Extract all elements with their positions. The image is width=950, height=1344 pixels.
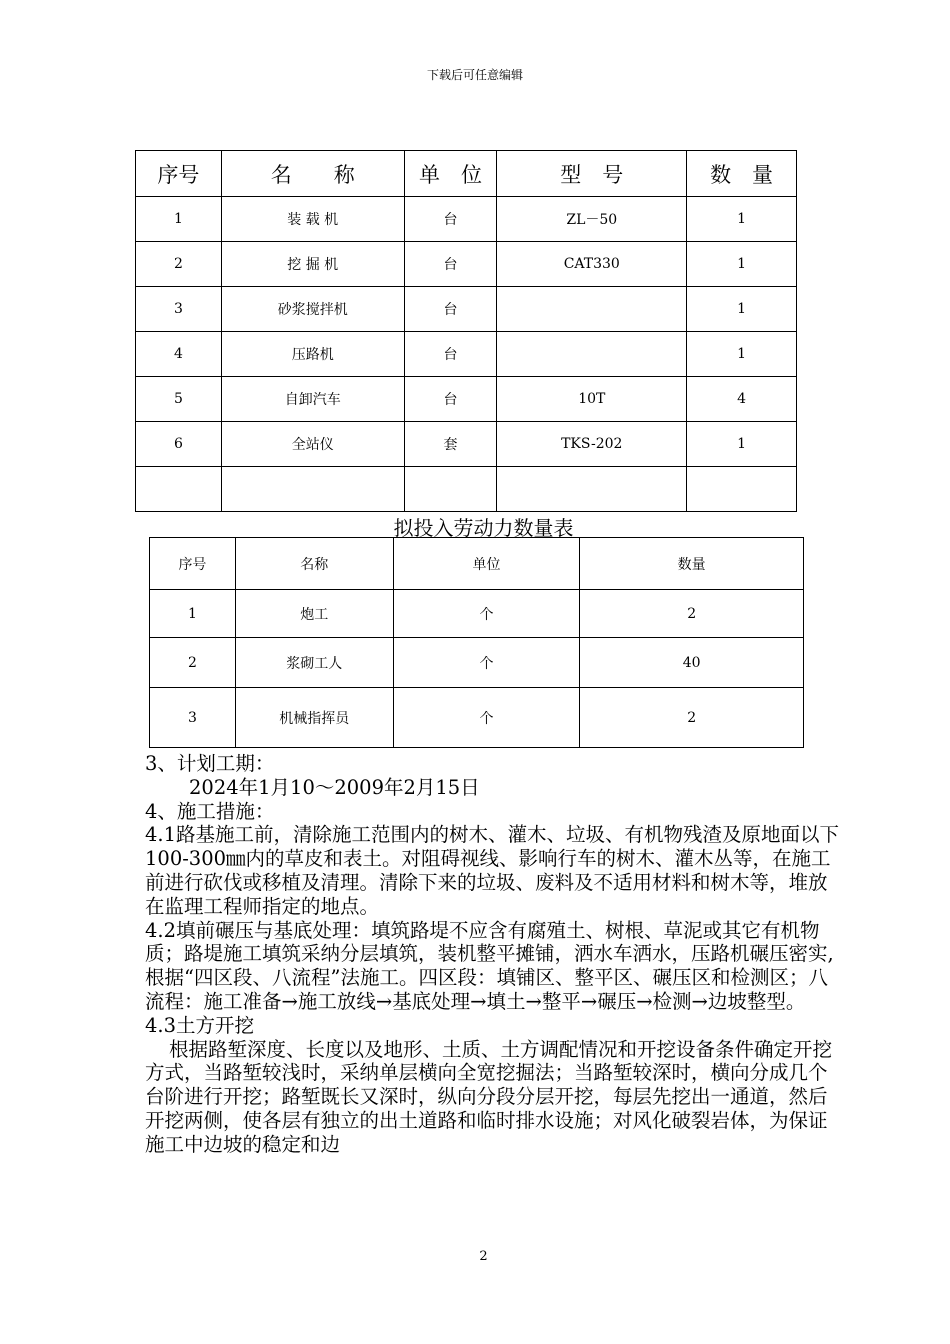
table-cell: 装 载 机	[221, 197, 404, 242]
table-cell: TKS-202	[497, 422, 687, 467]
table-cell: 台	[404, 197, 497, 242]
table-cell: CAT330	[497, 242, 687, 287]
table-cell: 1	[687, 287, 797, 332]
header-cell: 名 称	[221, 151, 404, 197]
table-cell: 挖 掘 机	[221, 242, 404, 287]
table-cell: 压路机	[221, 332, 404, 377]
table-cell	[221, 467, 404, 512]
section-heading: 4、施工措施：	[145, 799, 275, 823]
header-cell: 数量	[580, 538, 804, 590]
table-cell: 台	[404, 287, 497, 332]
header-cell: 数 量	[687, 151, 797, 197]
table-cell: 2	[136, 242, 222, 287]
table-cell: 机械指挥员	[235, 688, 393, 748]
page-number: 2	[479, 1249, 488, 1264]
equipment-table-header-row	[136, 151, 797, 197]
table-cell: 个	[393, 688, 580, 748]
table-cell	[687, 467, 797, 512]
labor-table-header-row	[150, 538, 804, 590]
header-cell: 序号	[136, 151, 222, 197]
table-row	[136, 377, 797, 422]
table-cell: 台	[404, 377, 497, 422]
paragraph: 根据路堑深度、长度以及地形、土质、土方调配情况和开挖设备条件确定开挖方式，当路堑较浅时，采纳单层横向全宽挖掘法；当路堑较深时，横向分成几个台阶进行开挖；路堑既长又深时，纵向分段分层开挖，每层先挖出一通道，然后开挖两侧，使各层有独立的出土道路和临时排水设施；对风化破裂岩体，为保证施工中边坡的稳定和边	[145, 1037, 833, 1156]
table-cell: 2	[580, 688, 804, 748]
table-row	[136, 197, 797, 242]
table-cell: 台	[404, 242, 497, 287]
table-cell: 浆砌工人	[235, 638, 393, 688]
paragraph: 4.2填前碾压与基底处理：填筑路堤不应含有腐殖土、树根、草泥或其它有机物质；路堤施工填筑采纳分层填筑，装机整平摊铺，洒水车洒水，压路机碾压密实,根据“四区段、八流程”法施工。四区段：填铺区、整平区、碾压区和检测区；八流程：施工准备→施工放线→基底处理→填土→整平→碾压→检测→边坡整型。	[145, 918, 834, 1013]
header-cell: 名称	[235, 538, 393, 590]
table-row	[150, 638, 804, 688]
schedule-period: 2024年1月10～2009年2月15日	[189, 775, 480, 799]
table-cell: 40	[580, 638, 804, 688]
table-cell: 1	[150, 590, 236, 638]
table-cell: 6	[136, 422, 222, 467]
table-cell: 2	[580, 590, 804, 638]
section-heading: 3、计划工期：	[145, 752, 275, 775]
table-cell: 自卸汽车	[221, 377, 404, 422]
table-row	[136, 422, 797, 467]
table-cell: 全站仪	[221, 422, 404, 467]
table-cell: 1	[687, 422, 797, 467]
table-cell: 4	[687, 377, 797, 422]
header-cell: 单位	[393, 538, 580, 590]
body-text	[145, 752, 845, 1157]
table-cell: 炮工	[235, 590, 393, 638]
table-cell: 1	[136, 197, 222, 242]
labor-table	[149, 537, 804, 748]
labor-table-title: 拟投入劳动力数量表	[393, 516, 574, 540]
header-cell: 单 位	[404, 151, 497, 197]
table-row	[150, 590, 804, 638]
table-cell: 4	[136, 332, 222, 377]
table-cell: 套	[404, 422, 497, 467]
subsection-heading: 4.3土方开挖	[145, 1013, 255, 1037]
table-cell: 个	[393, 638, 580, 688]
table-cell	[497, 332, 687, 377]
paragraph: 4.1路基施工前，清除施工范围内的树木、灌木、垃圾、有机物残渣及原地面以下100-300㎜内的草皮和表土。对阻碍视线、影响行车的树木、灌木丛等，在施工前进行砍伐或移植及清理。清除下来的垃圾、废料及不适用材料和树木等，堆放在监理工程师指定的地点。	[145, 823, 840, 918]
table-cell: 3	[150, 688, 236, 748]
table-cell: 1	[687, 242, 797, 287]
table-row	[136, 332, 797, 377]
table-cell	[497, 467, 687, 512]
table-cell: 1	[687, 332, 797, 377]
table-cell: 1	[687, 197, 797, 242]
equipment-table	[135, 150, 797, 512]
table-cell: 2	[150, 638, 236, 688]
table-row	[150, 688, 804, 748]
table-row	[136, 287, 797, 332]
header-cell: 序号	[150, 538, 236, 590]
table-row-empty	[136, 467, 797, 512]
header-cell: 型 号	[497, 151, 687, 197]
table-cell: ZL－50	[497, 197, 687, 242]
table-cell: 5	[136, 377, 222, 422]
table-cell	[136, 467, 222, 512]
page-header-note: 下载后可任意编辑	[426, 68, 523, 82]
table-cell	[404, 467, 497, 512]
table-row	[136, 242, 797, 287]
table-cell: 个	[393, 590, 580, 638]
table-cell: 砂浆搅拌机	[221, 287, 404, 332]
table-cell: 3	[136, 287, 222, 332]
table-cell: 台	[404, 332, 497, 377]
table-cell	[497, 287, 687, 332]
table-cell: 10T	[497, 377, 687, 422]
